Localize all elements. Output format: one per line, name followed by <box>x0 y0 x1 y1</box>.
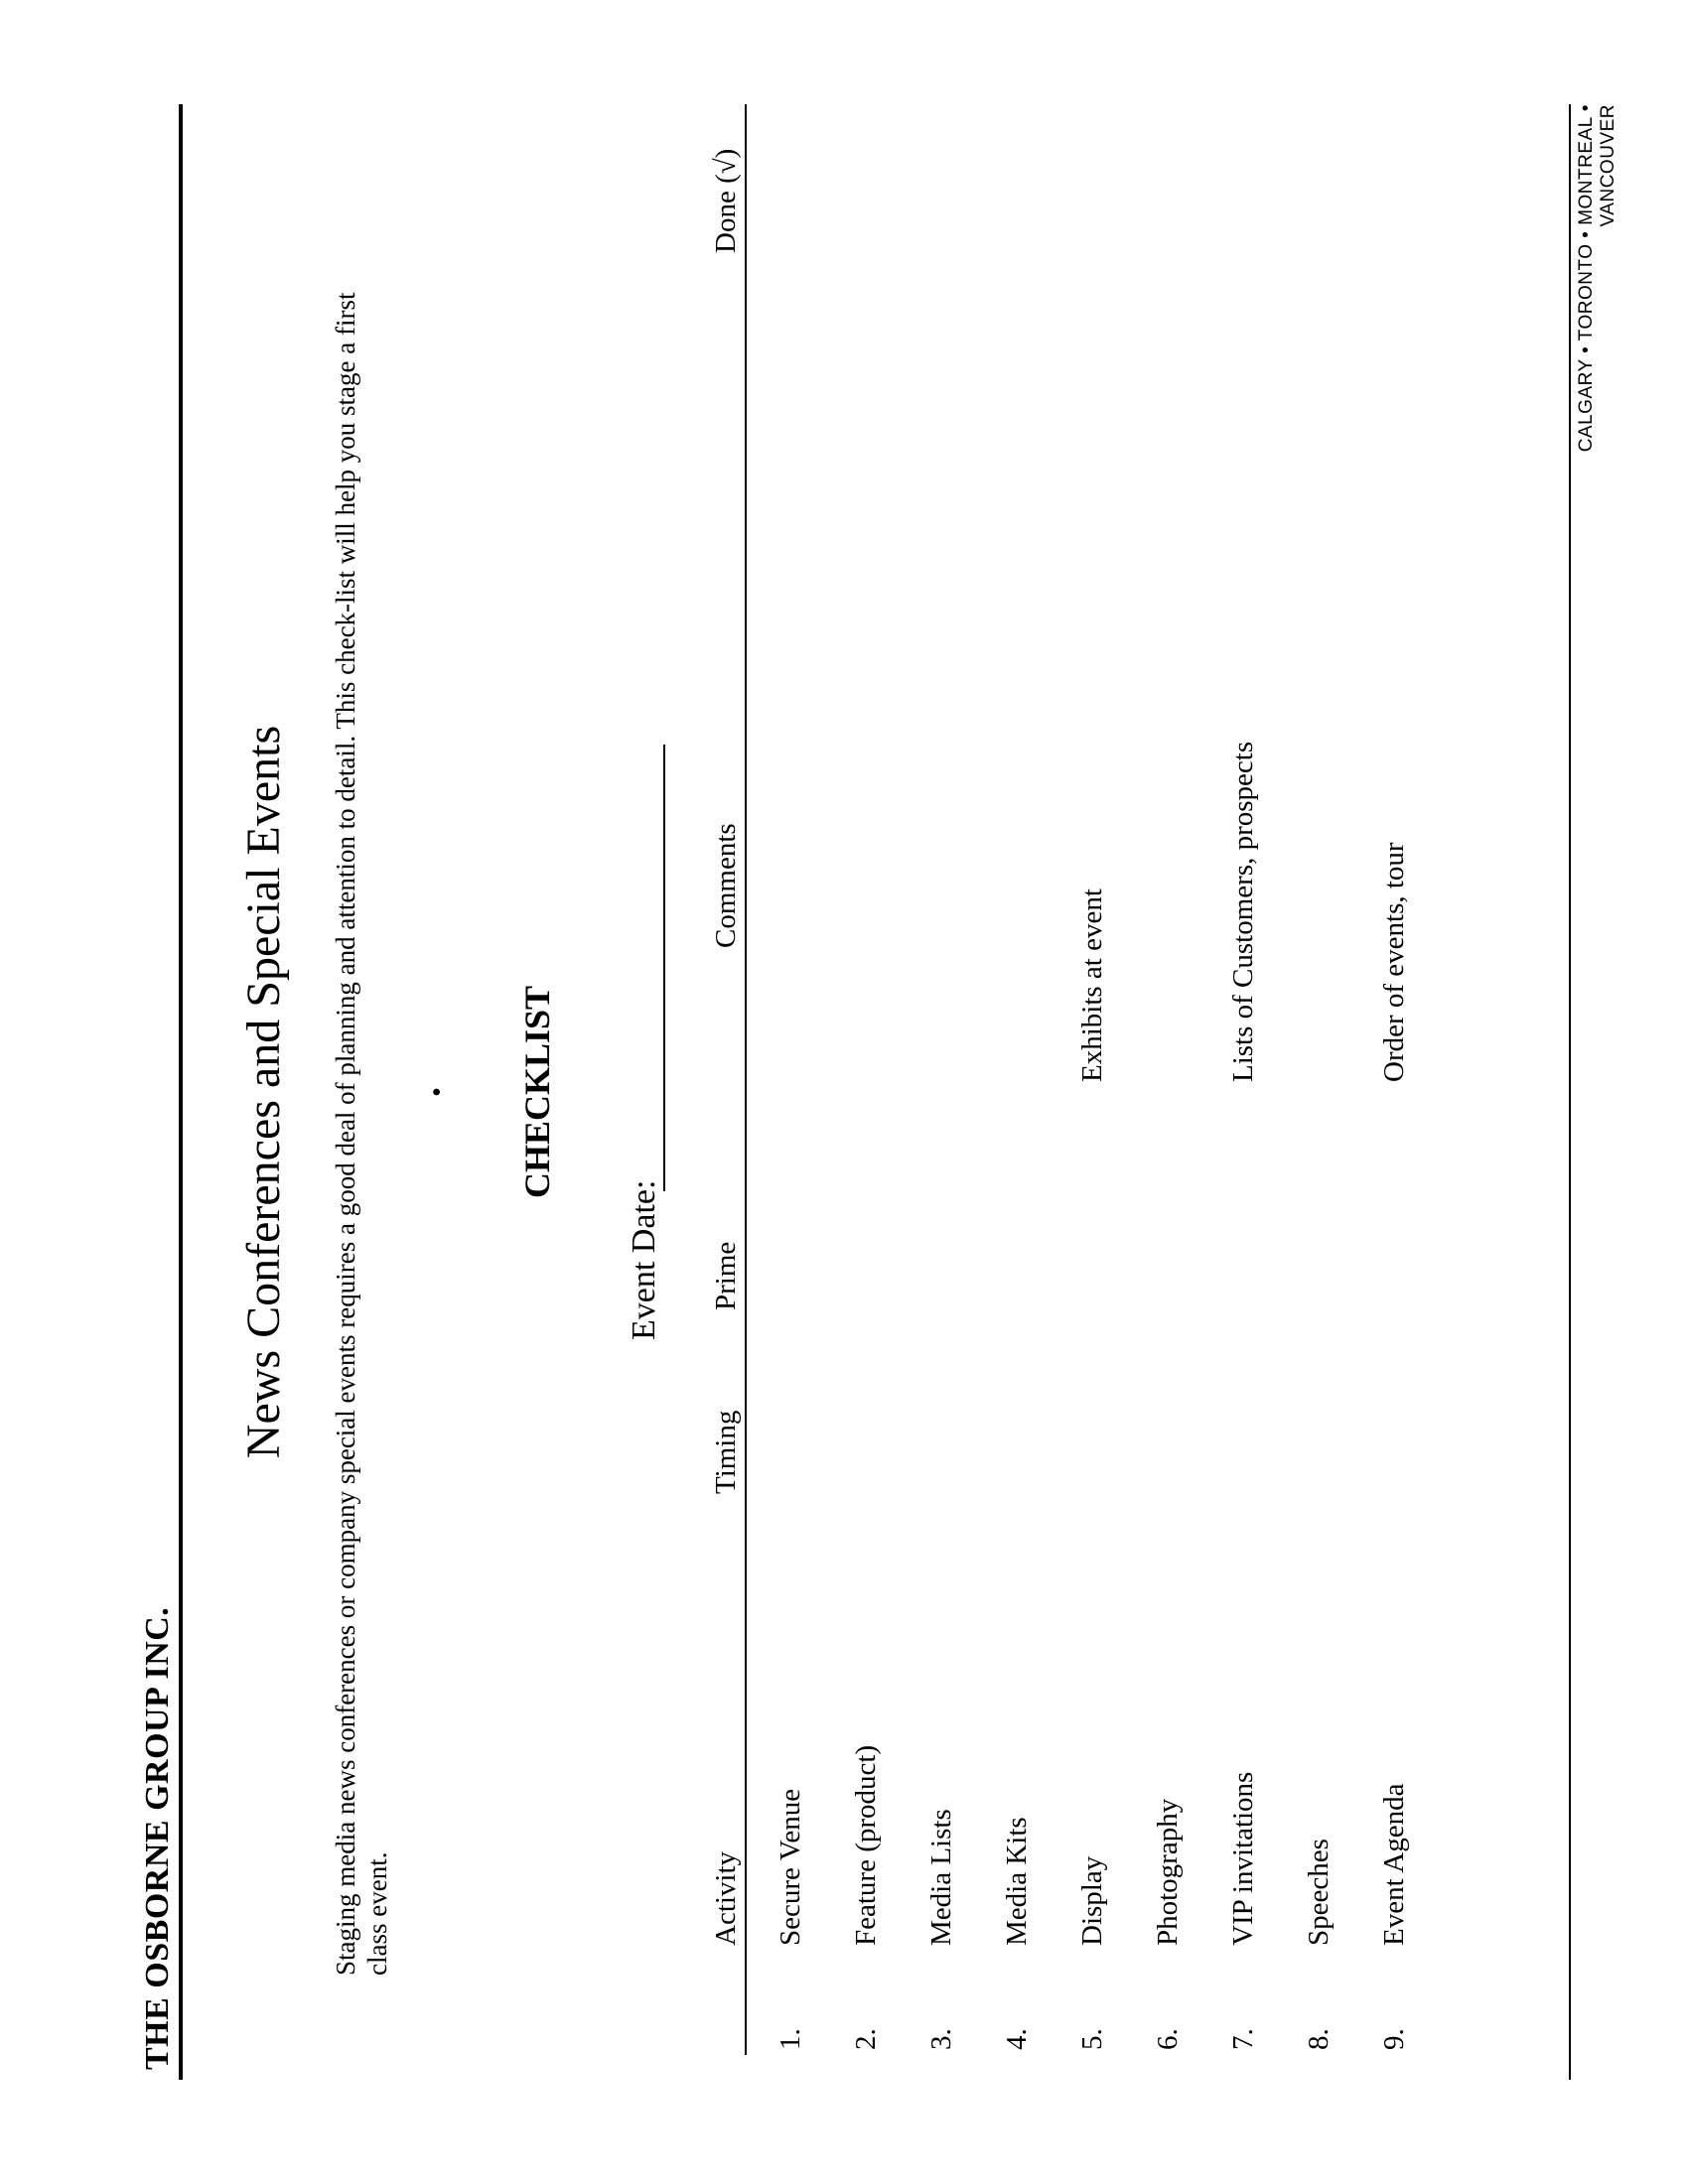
item-number: 8. <box>1303 2028 1335 2050</box>
event-date-label: Event Date: <box>626 1179 662 1340</box>
item-number: 9. <box>1378 2028 1410 2050</box>
item-activity: Media Lists <box>925 1809 957 1946</box>
document-title: News Conferences and Special Events <box>237 725 290 1459</box>
item-number: 5. <box>1076 2028 1108 2050</box>
column-header-done: Done (√) <box>710 148 742 253</box>
item-activity: Event Agenda <box>1378 1783 1410 1946</box>
column-header-timing: Timing <box>710 1410 742 1494</box>
item-number: 7. <box>1227 2028 1259 2050</box>
item-activity: VIP invitations <box>1227 1771 1259 1946</box>
item-activity: Display <box>1076 1855 1108 1946</box>
item-number: 2. <box>850 2028 882 2050</box>
company-name: THE OSBORNE GROUP INC. <box>139 1606 176 2070</box>
bullet-mark: • <box>422 1087 453 1097</box>
item-comment: Exhibits at event <box>1076 888 1108 1082</box>
checklist-row <box>1001 0 1041 2184</box>
column-header-activity: Activity <box>710 1850 742 1946</box>
intro-paragraph: Staging media news conferences or company special events requires a good deal of planning and attention to detail. This check-list will help you stage a first class event. <box>331 292 392 1976</box>
item-activity: Photography <box>1152 1798 1184 1946</box>
item-number: 1. <box>774 2028 806 2050</box>
footer-rule <box>1569 104 1571 2080</box>
checklist-heading: CHECKLIST <box>517 985 557 1199</box>
column-header-comments: Comments <box>710 823 742 948</box>
item-number: 4. <box>1001 2028 1033 2050</box>
item-activity: Secure Venue <box>774 1788 806 1946</box>
checklist-row <box>1378 0 1418 2184</box>
item-comment: Lists of Customers, prospects <box>1227 741 1259 1082</box>
item-number: 6. <box>1152 2028 1184 2050</box>
item-activity: Media Kits <box>1001 1817 1033 1946</box>
item-activity: Speeches <box>1303 1839 1335 1946</box>
item-comment: Order of events, tour <box>1378 842 1410 1082</box>
checklist-row <box>1227 0 1267 2184</box>
item-activity: Feature (product) <box>850 1744 882 1946</box>
column-header-prime: Prime <box>710 1241 742 1310</box>
checklist-row <box>1152 0 1192 2184</box>
checklist-row <box>1303 0 1342 2184</box>
checklist-row <box>850 0 890 2184</box>
item-number: 3. <box>925 2028 957 2050</box>
checklist-row <box>1076 0 1116 2184</box>
checklist-row <box>925 0 965 2184</box>
checklist-row <box>774 0 814 2184</box>
footer-office-cities: CALGARY • TORONTO • MONTREAL • VANCOUVER <box>1576 104 1618 453</box>
